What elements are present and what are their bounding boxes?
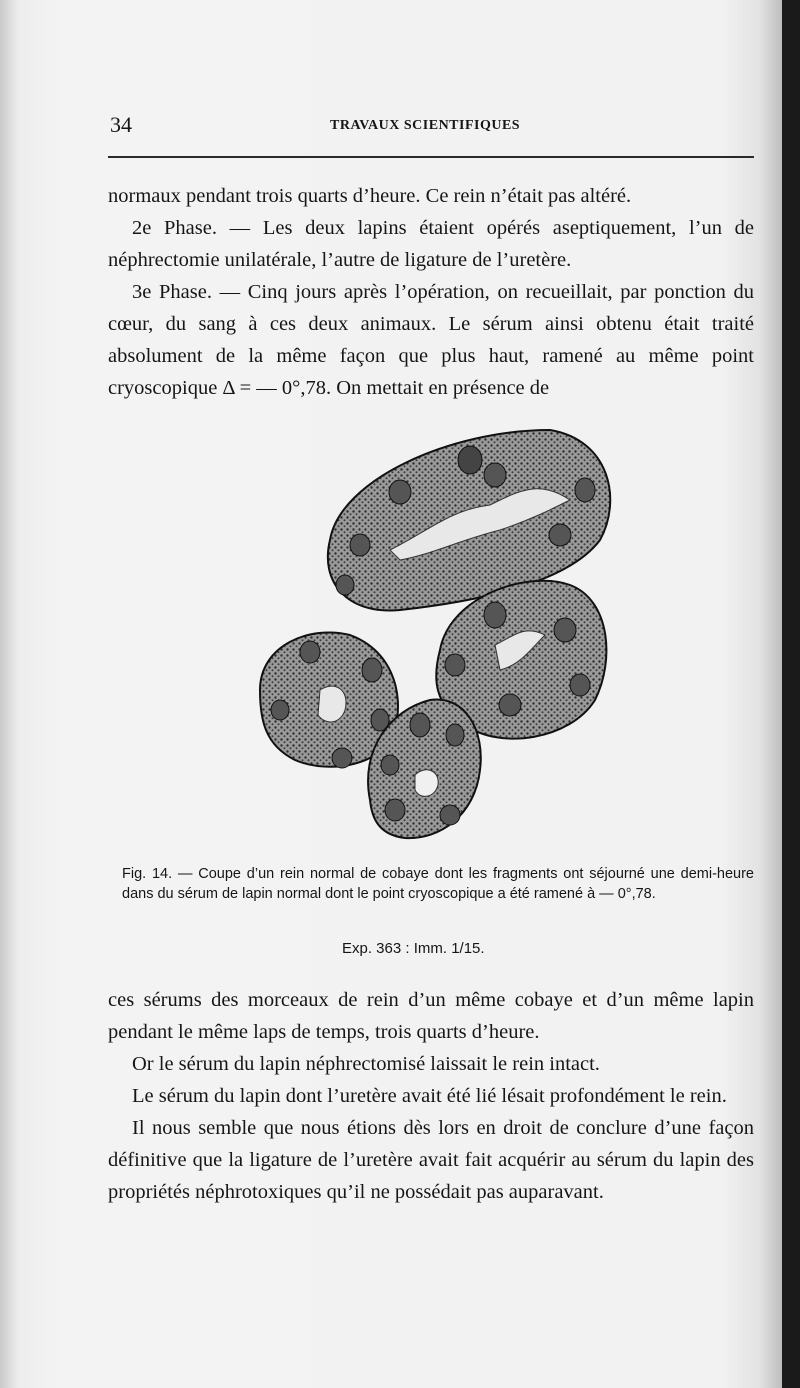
kidney-section-illustration — [250, 420, 630, 860]
page-number: 34 — [110, 112, 132, 137]
paragraph: 3e Phase. — Cinq jours après l’opération, on recueillait, par ponction du cœur, du sang à ces deux animaux. Le sérum ainsi obtenu était traité absolument de la même façon que plus haut, ramené au même point cryoscopique Δ = — 0°,78. On mettait en présence de — [108, 281, 754, 399]
paragraph: 2e Phase. — Les deux lapins étaient opérés aseptiquement, l’un de néphrectomie unilatérale, l’autre de ligature de l’uretère. — [108, 217, 754, 271]
text-block-bottom — [108, 984, 754, 1208]
paragraph: Or le sérum du lapin néphrectomisé laissait le rein intact. — [132, 1053, 600, 1075]
header-rule — [108, 156, 754, 158]
page-header — [110, 104, 750, 144]
experiment-reference: Exp. 363 : Imm. 1/15. — [342, 940, 485, 957]
paragraph: ces sérums des morceaux de rein d’un même cobaye et d’un même lapin pendant le même laps de temps, trois quarts d’heure. — [108, 989, 754, 1043]
paragraph: normaux pendant trois quarts d’heure. Ce rein n’était pas altéré. — [108, 185, 632, 207]
paragraph: Le sérum du lapin dont l’uretère avait été lié lésait profondément le rein. — [132, 1085, 727, 1107]
caption-text: Fig. 14. — Coupe d’un rein normal de cobaye dont les fragments ont séjourné une demi-heure dans du sérum de lapin normal dont le point cryoscopique a été ramené à — 0°,78. — [122, 866, 754, 902]
figure-caption — [108, 864, 754, 904]
paragraph: Il nous semble que nous étions dès lors en droit de conclure d’une façon définitive que la ligature de l’uretère avait fait acquérir au sérum du lapin des propriétés néphrotoxiques qu’il ne possédait pas auparavant. — [108, 1117, 754, 1203]
text-block-top — [108, 180, 754, 404]
running-title: TRAVAUX SCIENTIFIQUES — [330, 118, 521, 133]
